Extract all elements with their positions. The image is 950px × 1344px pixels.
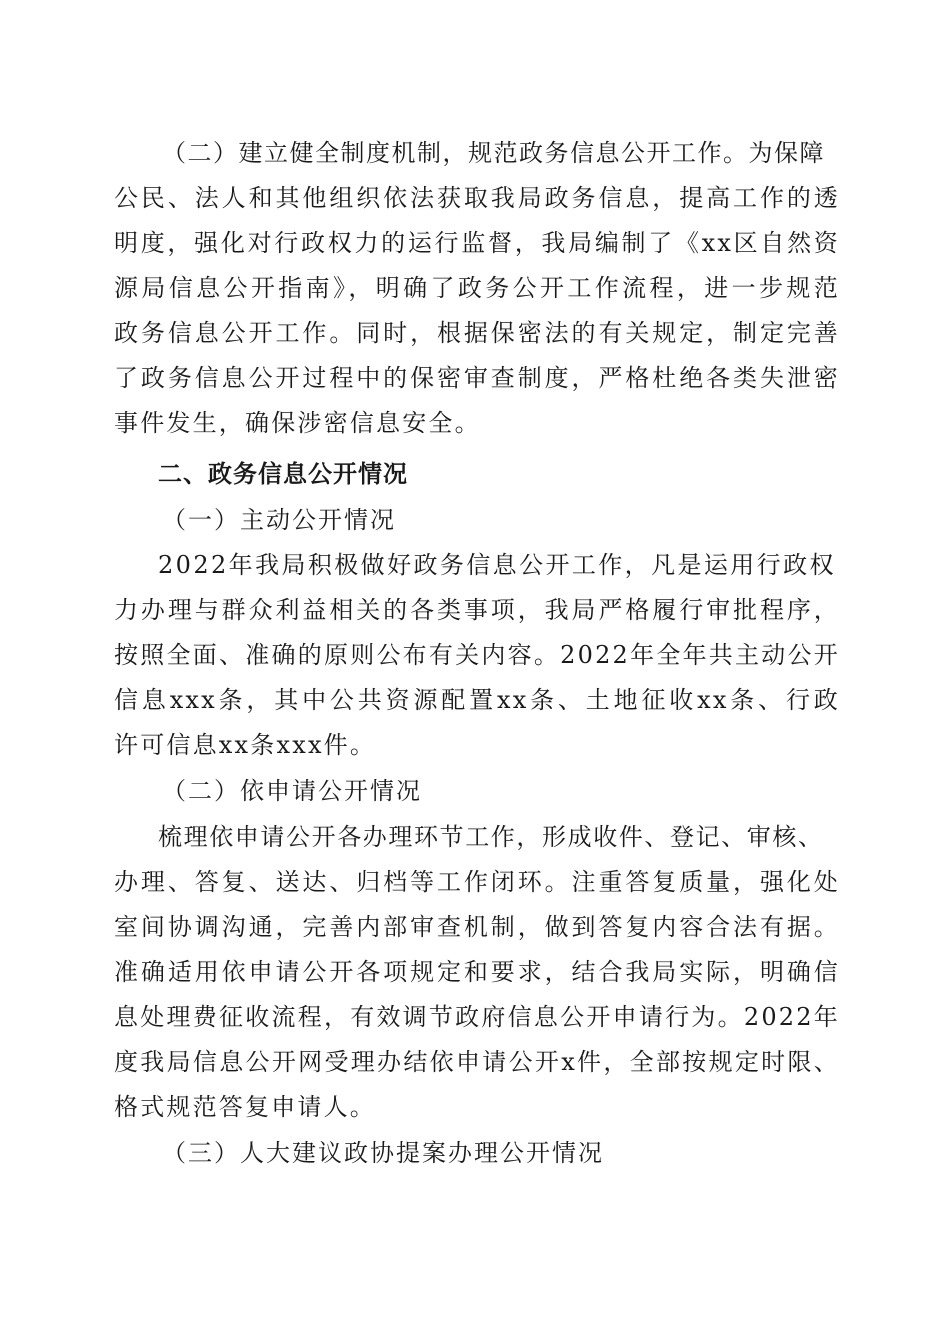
- subsection-heading: （一）主动公开情况: [162, 506, 396, 534]
- paragraph-line: 室间协调沟通，完善内部审查机制，做到答复内容合法有据。: [114, 913, 840, 941]
- paragraph-line: 力办理与群众利益相关的各类事项，我局严格履行审批程序，: [114, 596, 840, 624]
- section-heading: 二、政务信息公开情况: [158, 460, 408, 488]
- subsection-heading: （三）人大建议政协提案办理公开情况: [162, 1139, 604, 1167]
- paragraph-line: 办理、答复、送达、归档等工作闭环。注重答复质量，强化处: [114, 868, 840, 896]
- paragraph-line: 按照全面、准确的原则公布有关内容。2022年全年共主动公开: [114, 641, 840, 669]
- paragraph-line: 息处理费征收流程，有效调节政府信息公开申请行为。2022年: [114, 1003, 840, 1031]
- paragraph-line: 源局信息公开指南》，明确了政务公开工作流程，进一步规范: [114, 274, 840, 302]
- paragraph-line: 了政务信息公开过程中的保密审查制度，严格杜绝各类失泄密: [114, 364, 840, 392]
- paragraph-line: 许可信息xx条xxx件。: [114, 731, 377, 759]
- paragraph-line: 2022年我局积极做好政务信息公开工作，凡是运用行政权: [158, 551, 836, 579]
- paragraph-line: 格式规范答复申请人。: [114, 1093, 376, 1121]
- paragraph-line: 信息xxx条，其中公共资源配置xx条、土地征收xx条、行政: [114, 686, 840, 714]
- paragraph-line: （二）建立健全制度机制，规范政务信息公开工作。为保障: [162, 139, 825, 167]
- paragraph-line: 梳理依申请公开各办理环节工作，形成收件、登记、审核、: [158, 823, 824, 851]
- paragraph-line: 准确适用依申请公开各项规定和要求，结合我局实际，明确信: [114, 958, 840, 986]
- paragraph-line: 事件发生，确保涉密信息安全。: [114, 409, 481, 437]
- paragraph-line: 政务信息公开工作。同时，根据保密法的有关规定，制定完善: [114, 319, 840, 347]
- paragraph-line: 公民、法人和其他组织依法获取我局政务信息，提高工作的透: [114, 184, 840, 212]
- subsection-heading: （二）依申请公开情况: [162, 777, 422, 805]
- paragraph-line: 明度，强化对行政权力的运行监督，我局编制了《xx区自然资: [114, 229, 840, 257]
- paragraph-line: 度我局信息公开网受理办结依申请公开x件，全部按规定时限、: [114, 1048, 840, 1076]
